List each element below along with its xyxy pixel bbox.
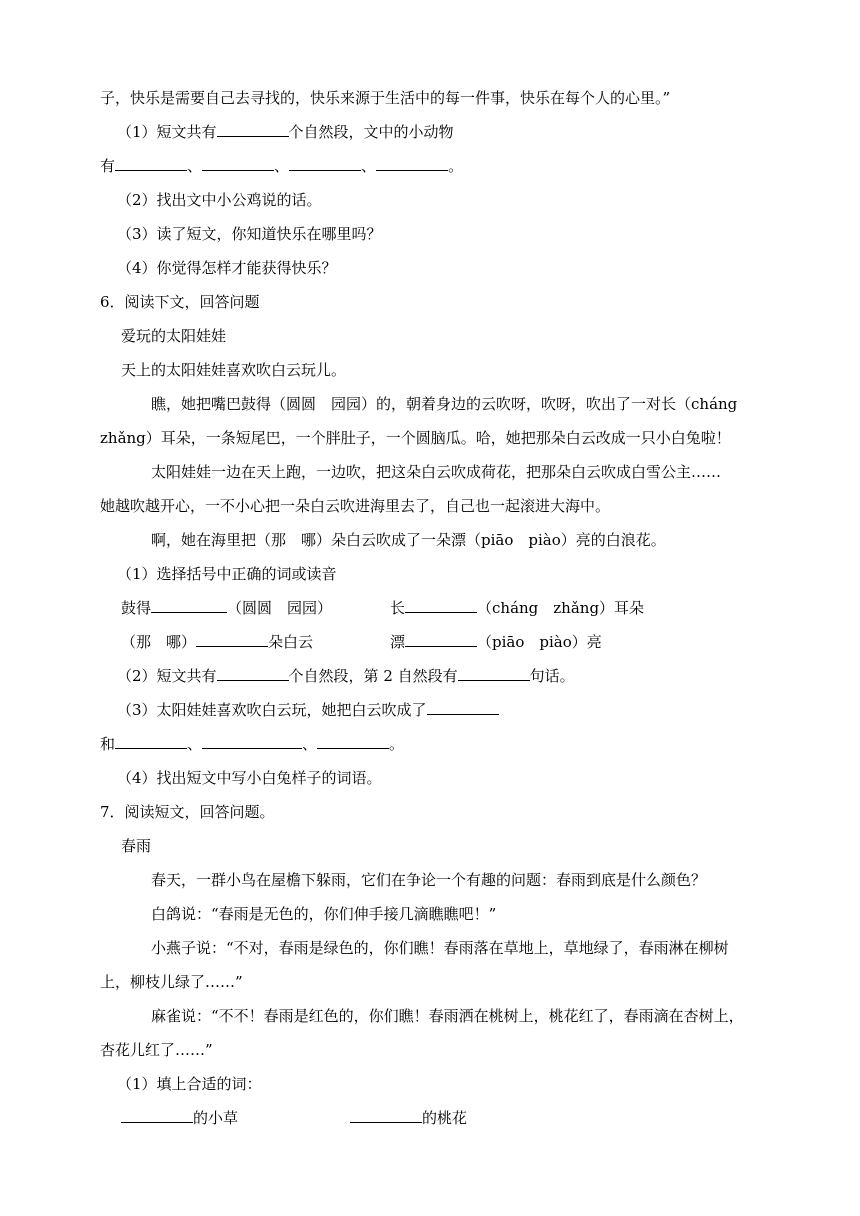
- question-heading: 7．阅读短文，回答问题。: [100, 803, 275, 821]
- separator: 、: [302, 735, 318, 753]
- answer-blank[interactable]: [202, 734, 302, 749]
- question-line: [390, 632, 860, 652]
- question-line: [117, 666, 860, 686]
- text: 漂: [390, 633, 406, 651]
- answer-blank[interactable]: [405, 632, 477, 647]
- question-line: [350, 1108, 860, 1128]
- question-line: [117, 122, 860, 142]
- passage-title: 春雨: [121, 837, 152, 855]
- answer-blank[interactable]: [217, 666, 289, 681]
- question-line: （4）找出短文中写小白兔样子的词语。: [117, 769, 382, 787]
- answer-blank[interactable]: [115, 156, 187, 171]
- answer-blank[interactable]: [376, 156, 448, 171]
- text: （piāo piào）亮: [477, 633, 602, 651]
- question-line: [100, 734, 860, 754]
- text-line: zhǎng）耳朵，一条短尾巴，一个胖肚子，一个圆脑瓜。哈，她把那朵白云改成一只小白兔啦！: [100, 429, 731, 447]
- text: （cháng zhǎng）耳朵: [477, 599, 645, 617]
- text-line: 白鸽说：“春雨是无色的，你们伸手接几滴瞧瞧吧！”: [151, 905, 497, 923]
- question-line: [117, 700, 860, 720]
- text: （2）短文共有: [117, 667, 217, 685]
- text: 和: [100, 735, 116, 753]
- question-line: [100, 156, 860, 176]
- separator: 、: [187, 157, 203, 175]
- question-line: （1）选择括号中正确的词或读音: [117, 565, 337, 583]
- passage-title: 爱玩的太阳娃娃: [121, 327, 227, 345]
- text: 鼓得: [121, 599, 152, 617]
- answer-blank[interactable]: [202, 156, 274, 171]
- answer-blank[interactable]: [115, 734, 187, 749]
- text: （3）太阳娃娃喜欢吹白云玩，她把白云吹成了: [117, 701, 427, 719]
- separator: 、: [187, 735, 203, 753]
- text: 。: [448, 157, 464, 175]
- text: 的小草: [193, 1109, 239, 1127]
- answer-blank[interactable]: [217, 122, 289, 137]
- answer-blank[interactable]: [317, 734, 389, 749]
- text-line: 小燕子说：“不对，春雨是绿色的，你们瞧！春雨落在草地上，草地绿了，春雨淋在柳树: [151, 939, 729, 957]
- question-line: （2）找出文中小公鸡说的话。: [117, 191, 322, 209]
- answer-blank[interactable]: [121, 1108, 193, 1123]
- text: （圆圆 园园）: [227, 599, 333, 617]
- text-line: 瞧，她把嘴巴鼓得（圆圆 园园）的，朝着身边的云吹呀，吹呀，吹出了一对长（cháng: [151, 395, 738, 413]
- text: 长: [390, 599, 406, 617]
- question-line: （1）填上合适的词：: [117, 1075, 262, 1093]
- text-line: 麻雀说：“不不！春雨是红色的，你们瞧！春雨洒在桃树上，桃花红了，春雨滴在杏树上，: [151, 1007, 744, 1025]
- text: 有: [100, 157, 116, 175]
- text-line: 天上的太阳娃娃喜欢吹白云玩儿。: [121, 361, 347, 379]
- answer-blank[interactable]: [350, 1108, 422, 1123]
- separator: 、: [361, 157, 377, 175]
- answer-blank[interactable]: [196, 632, 268, 647]
- separator: 、: [274, 157, 290, 175]
- answer-blank[interactable]: [151, 598, 227, 613]
- text: 朵白云: [268, 633, 314, 651]
- text: 句话。: [529, 667, 575, 685]
- text-line: 啊，她在海里把（那 哪）朵白云吹成了一朵漂（piāo piào）亮的白浪花。: [151, 531, 666, 549]
- answer-blank[interactable]: [427, 700, 499, 715]
- text-line: 太阳娃娃一边在天上跑，一边吹，把这朵白云吹成荷花，把那朵白云吹成白雪公主……: [151, 463, 722, 481]
- answer-blank[interactable]: [458, 666, 530, 681]
- answer-blank[interactable]: [405, 598, 477, 613]
- text: 个自然段，第 2 自然段有: [288, 667, 458, 685]
- answer-blank[interactable]: [289, 156, 361, 171]
- text-line: 杏花儿红了……”: [100, 1041, 213, 1059]
- text: （那 哪）: [121, 633, 197, 651]
- text-line: 上，柳枝儿绿了……”: [100, 973, 243, 991]
- text-line: 子，快乐是需要自己去寻找的，快乐来源于生活中的每一件事，快乐在每个人的心里。”: [100, 89, 671, 107]
- text-line: 她越吹越开心，一不小心把一朵白云吹进海里去了，自己也一起滚进大海中。: [100, 497, 611, 515]
- text: 。: [389, 735, 405, 753]
- text: 的桃花: [422, 1109, 468, 1127]
- text: （1）短文共有: [117, 123, 217, 141]
- text: 个自然段，文中的小动物: [288, 123, 454, 141]
- text-line: 春天，一群小鸟在屋檐下躲雨，它们在争论一个有趣的问题：春雨到底是什么颜色？: [151, 871, 707, 889]
- question-line: （3）读了短文，你知道快乐在哪里吗？: [117, 225, 382, 243]
- question-line: [390, 598, 860, 618]
- question-line: （4）你觉得怎样才能获得快乐？: [117, 259, 337, 277]
- question-heading: 6．阅读下文，回答问题: [100, 293, 260, 311]
